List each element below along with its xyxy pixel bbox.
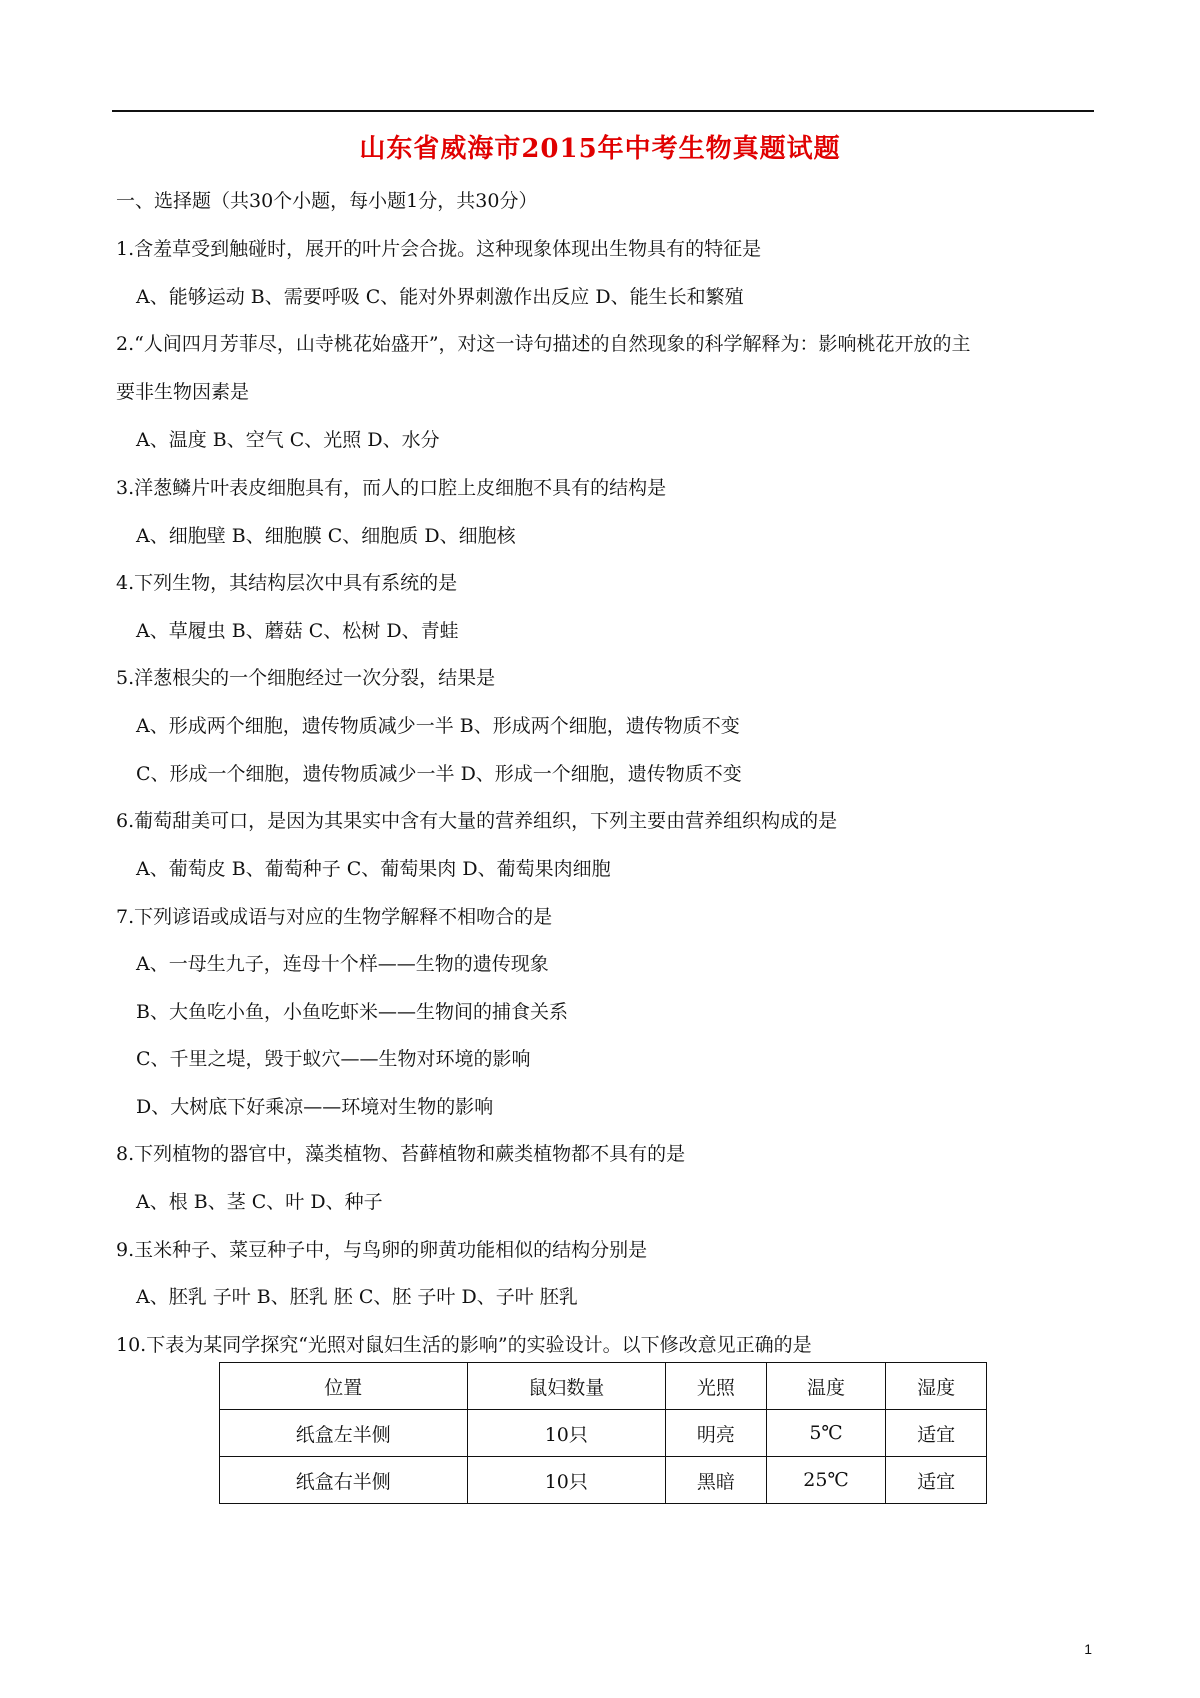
question-7-option-b: B、大鱼吃小鱼，小鱼吃虾米——生物间的捕食关系 bbox=[136, 1001, 568, 1023]
table-cell: 明亮 bbox=[666, 1410, 767, 1457]
page-title: 山东省威海市2015年中考生物真题试题 bbox=[359, 134, 841, 164]
table-cell: 5℃ bbox=[766, 1410, 886, 1457]
table-header-cell: 光照 bbox=[666, 1363, 767, 1410]
question-9-stem: 9.玉米种子、菜豆种子中，与鸟卵的卵黄功能相似的结构分别是 bbox=[116, 1239, 648, 1261]
table-row bbox=[220, 1457, 987, 1504]
question-9-options: A、胚乳 子叶 B、胚乳 胚 C、胚 子叶 D、子叶 胚乳 bbox=[136, 1286, 578, 1308]
section-heading: 一、选择题（共30个小题，每小题1分，共30分） bbox=[116, 190, 538, 212]
question-5-options-line-2: C、形成一个细胞，遗传物质减少一半 D、形成一个细胞，遗传物质不变 bbox=[136, 763, 742, 785]
question-8-options: A、根 B、茎 C、叶 D、种子 bbox=[136, 1191, 383, 1213]
table-cell: 黑暗 bbox=[666, 1457, 767, 1504]
page-number: 1 bbox=[1084, 1641, 1092, 1657]
header-rule bbox=[112, 110, 1094, 112]
question-3-stem: 3.洋葱鳞片叶表皮细胞具有，而人的口腔上皮细胞不具有的结构是 bbox=[116, 477, 667, 499]
question-3-options: A、细胞壁 B、细胞膜 C、细胞质 D、细胞核 bbox=[136, 525, 516, 547]
question-10-stem: 10.下表为某同学探究“光照对鼠妇生活的影响”的实验设计。以下修改意见正确的是 bbox=[116, 1334, 812, 1356]
question-4-stem: 4.下列生物，其结构层次中具有系统的是 bbox=[116, 572, 458, 594]
question-5-stem: 5.洋葱根尖的一个细胞经过一次分裂，结果是 bbox=[116, 667, 496, 689]
question-2-options: A、温度 B、空气 C、光照 D、水分 bbox=[136, 429, 440, 451]
question-1-options: A、能够运动 B、需要呼吸 C、能对外界刺激作出反应 D、能生长和繁殖 bbox=[136, 286, 744, 308]
question-2-stem-line-1: 2.“人间四月芳菲尽，山寺桃花始盛开”，对这一诗句描述的自然现象的科学解释为：影响桃花开放的主 bbox=[116, 333, 971, 355]
table-cell: 10只 bbox=[467, 1457, 666, 1504]
question-7-option-d: D、大树底下好乘凉——环境对生物的影响 bbox=[136, 1096, 494, 1118]
table-row bbox=[220, 1410, 987, 1457]
question-7-option-a: A、一母生九子，连母十个样——生物的遗传现象 bbox=[136, 953, 549, 975]
question-1-stem: 1.含羞草受到触碰时，展开的叶片会合拢。这种现象体现出生物具有的特征是 bbox=[116, 238, 762, 260]
table-cell: 适宜 bbox=[886, 1410, 987, 1457]
table-cell: 25℃ bbox=[766, 1457, 886, 1504]
table-header-cell: 位置 bbox=[220, 1363, 468, 1410]
question-8-stem: 8.下列植物的器官中，藻类植物、苔藓植物和蕨类植物都不具有的是 bbox=[116, 1143, 686, 1165]
table-header-row bbox=[220, 1363, 987, 1410]
question-2-stem-line-2: 要非生物因素是 bbox=[116, 381, 250, 403]
question-7-option-c: C、千里之堤，毁于蚁穴——生物对环境的影响 bbox=[136, 1048, 531, 1070]
table-header-cell: 鼠妇数量 bbox=[467, 1363, 666, 1410]
table-cell: 纸盒右半侧 bbox=[220, 1457, 468, 1504]
table-cell: 适宜 bbox=[886, 1457, 987, 1504]
table-header-cell: 温度 bbox=[766, 1363, 886, 1410]
question-6-stem: 6.葡萄甜美可口，是因为其果实中含有大量的营养组织，下列主要由营养组织构成的是 bbox=[116, 810, 838, 832]
table-cell: 纸盒左半侧 bbox=[220, 1410, 468, 1457]
table-header-cell: 湿度 bbox=[886, 1363, 987, 1410]
question-6-options: A、葡萄皮 B、葡萄种子 C、葡萄果肉 D、葡萄果肉细胞 bbox=[136, 858, 611, 880]
question-7-stem: 7.下列谚语或成语与对应的生物学解释不相吻合的是 bbox=[116, 906, 553, 928]
question-4-options: A、草履虫 B、蘑菇 C、松树 D、青蛙 bbox=[136, 620, 459, 642]
table-cell: 10只 bbox=[467, 1410, 666, 1457]
question-5-options-line-1: A、形成两个细胞，遗传物质减少一半 B、形成两个细胞，遗传物质不变 bbox=[136, 715, 740, 737]
experiment-table bbox=[219, 1362, 987, 1504]
